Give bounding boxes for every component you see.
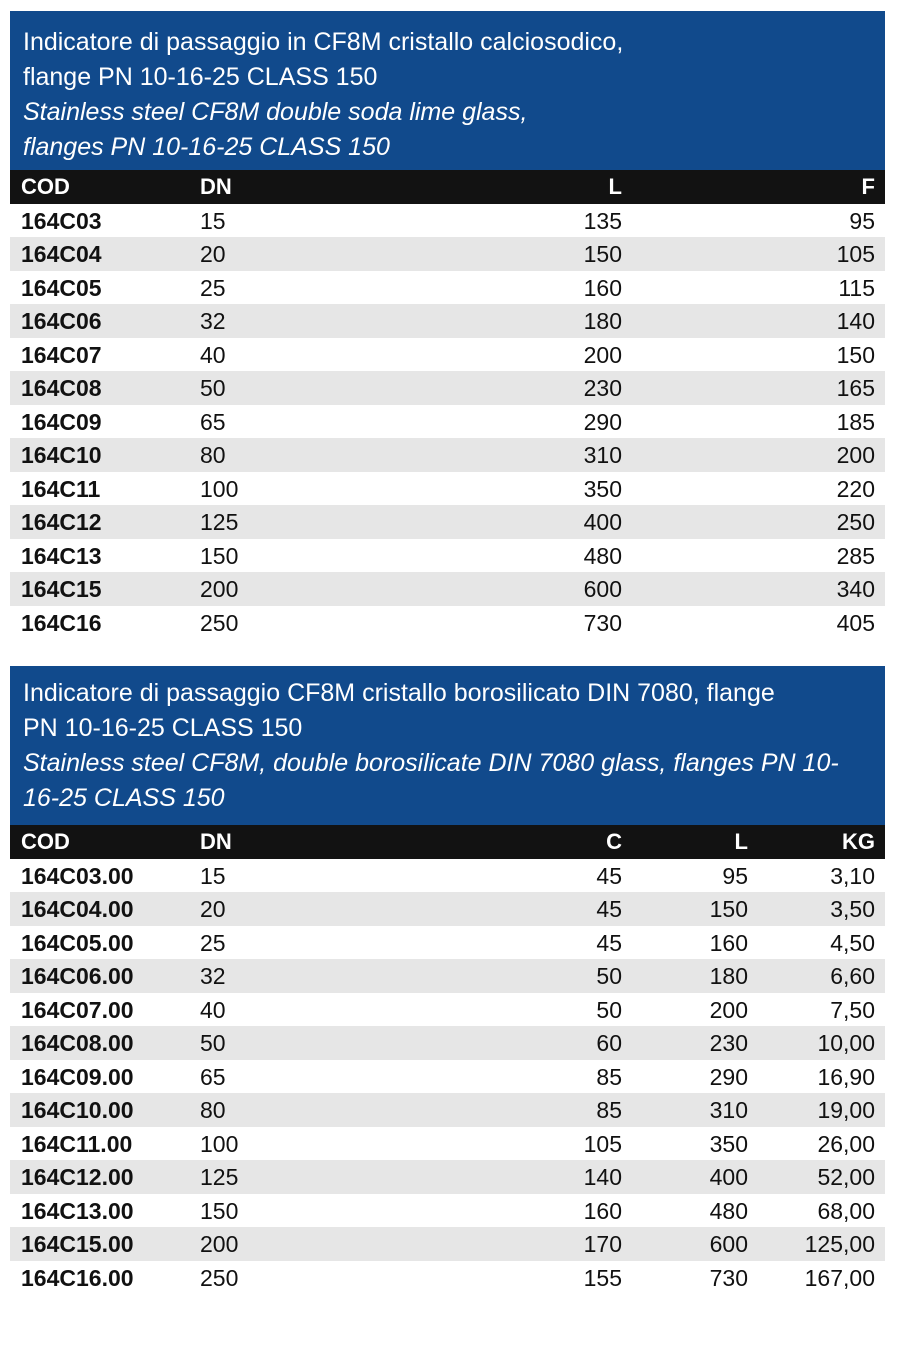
column-header-dn: DN: [200, 174, 232, 199]
cell-dn: 250: [200, 1264, 239, 1291]
cell-dn: 80: [200, 442, 226, 468]
cell-cod: 164C11.00: [21, 1130, 133, 1157]
cell-kg: 16,90: [817, 1063, 875, 1090]
table-row: [10, 572, 885, 606]
cell-l: 310: [583, 442, 622, 468]
cell-c: 50: [596, 963, 622, 989]
table-row: [10, 1093, 885, 1127]
cell-dn: 200: [200, 1231, 239, 1257]
cell-c: 45: [596, 929, 622, 956]
cell-dn: 125: [200, 1164, 239, 1190]
cell-dn: 100: [200, 475, 239, 502]
cell-cod: 164C06.00: [21, 963, 134, 989]
table-row: [10, 405, 885, 439]
table-body: [10, 859, 885, 1295]
cell-f: 250: [836, 509, 875, 535]
cell-l: 180: [709, 963, 748, 989]
cell-l: 350: [583, 475, 622, 502]
cell-f: 200: [836, 442, 875, 468]
cell-l: 290: [709, 1063, 748, 1090]
cell-l: 600: [583, 576, 622, 602]
table-title-banner: [10, 11, 885, 170]
table-row: [10, 472, 885, 506]
cell-f: 405: [836, 609, 875, 636]
cell-l: 150: [709, 896, 748, 922]
table-row: [10, 606, 885, 640]
cell-dn: 40: [200, 996, 226, 1023]
table-row: [10, 271, 885, 305]
table-row: [10, 959, 885, 993]
table-body: [10, 204, 885, 640]
cell-dn: 40: [200, 341, 226, 368]
cell-dn: 65: [200, 408, 226, 435]
cell-dn: 250: [200, 609, 239, 636]
cell-cod: 164C16: [21, 609, 102, 636]
title-italian-line-1: Indicatore di passaggio in CF8M cristallo calciosodico,: [23, 28, 624, 56]
cell-dn: 200: [200, 576, 239, 602]
cell-kg: 26,00: [817, 1130, 875, 1157]
cell-c: 160: [583, 1197, 622, 1224]
table-row: [10, 859, 885, 893]
cell-l: 135: [583, 207, 622, 234]
table-row: [10, 338, 885, 372]
cell-cod: 164C10.00: [21, 1097, 134, 1123]
cell-cod: 164C05.00: [21, 929, 134, 956]
cell-f: 140: [836, 308, 875, 334]
cell-cod: 164C11: [21, 475, 101, 502]
cell-kg: 125,00: [804, 1231, 875, 1257]
cell-dn: 150: [200, 1197, 239, 1224]
cell-dn: 50: [200, 375, 226, 401]
cell-l: 200: [709, 996, 748, 1023]
cell-dn: 32: [200, 308, 226, 334]
table-row: [10, 1127, 885, 1161]
cell-dn: 150: [200, 542, 239, 569]
cell-cod: 164C09.00: [21, 1063, 134, 1090]
cell-cod: 164C07.00: [21, 996, 134, 1023]
cell-c: 155: [583, 1264, 622, 1291]
table-row: [10, 204, 885, 238]
cell-l: 160: [709, 929, 748, 956]
table-row: [10, 1261, 885, 1295]
column-header-l: L: [608, 174, 622, 199]
table-row: [10, 993, 885, 1027]
cell-c: 170: [583, 1231, 622, 1257]
cell-cod: 164C07: [21, 341, 102, 368]
cell-dn: 125: [200, 509, 239, 535]
cell-cod: 164C10: [21, 442, 102, 468]
cell-c: 140: [583, 1164, 622, 1190]
table-row: [10, 1227, 885, 1261]
column-header-kg: KG: [842, 829, 875, 854]
cell-kg: 6,60: [830, 963, 875, 989]
cell-dn: 80: [200, 1097, 226, 1123]
cell-cod: 164C08: [21, 375, 102, 401]
cell-f: 185: [836, 408, 875, 435]
cell-cod: 164C04.00: [21, 896, 134, 922]
cell-f: 285: [836, 542, 875, 569]
cell-cod: 164C15.00: [21, 1231, 134, 1257]
table-row: [10, 1060, 885, 1094]
table-row: [10, 237, 885, 271]
cell-kg: 10,00: [817, 1030, 875, 1056]
cell-dn: 100: [200, 1130, 239, 1157]
table-header: [10, 825, 885, 859]
cell-cod: 164C08.00: [21, 1030, 134, 1056]
cell-l: 730: [583, 609, 622, 636]
cell-kg: 3,50: [830, 896, 875, 922]
cell-l: 290: [583, 408, 622, 435]
table-row: [10, 1194, 885, 1228]
table-row: [10, 539, 885, 573]
table-row: [10, 371, 885, 405]
cell-l: 350: [709, 1130, 748, 1157]
cell-dn: 25: [200, 929, 226, 956]
cell-l: 150: [583, 241, 622, 267]
cell-c: 60: [596, 1030, 622, 1056]
cell-cod: 164C03: [21, 207, 102, 234]
cell-cod: 164C12: [21, 509, 102, 535]
cell-l: 230: [583, 375, 622, 401]
cell-dn: 32: [200, 963, 226, 989]
table-soda-lime: [10, 11, 885, 639]
cell-l: 180: [583, 308, 622, 334]
cell-l: 400: [709, 1164, 748, 1190]
table-row: [10, 438, 885, 472]
cell-kg: 167,00: [804, 1264, 875, 1291]
cell-dn: 50: [200, 1030, 226, 1056]
cell-cod: 164C13: [21, 542, 102, 569]
cell-f: 340: [836, 576, 875, 602]
title-italian-line-2: flange PN 10-16-25 CLASS 150: [23, 63, 378, 91]
cell-kg: 19,00: [817, 1097, 875, 1123]
column-header-l: L: [734, 829, 748, 854]
cell-c: 85: [596, 1063, 622, 1090]
cell-l: 600: [709, 1231, 748, 1257]
cell-f: 95: [849, 207, 875, 234]
cell-c: 50: [596, 996, 622, 1023]
cell-f: 165: [836, 375, 875, 401]
cell-f: 115: [838, 274, 875, 301]
cell-cod: 164C13.00: [21, 1197, 134, 1224]
column-header-c: C: [606, 829, 622, 854]
title-english-line-2: 16-25 CLASS 150: [23, 784, 225, 812]
table-row: [10, 926, 885, 960]
cell-kg: 68,00: [817, 1197, 875, 1224]
cell-cod: 164C03.00: [21, 862, 134, 889]
cell-f: 150: [836, 341, 875, 368]
cell-dn: 15: [200, 207, 226, 234]
cell-dn: 15: [200, 862, 226, 889]
cell-l: 480: [709, 1197, 748, 1224]
cell-c: 45: [596, 896, 622, 922]
cell-l: 160: [583, 274, 622, 301]
cell-l: 310: [709, 1097, 748, 1123]
cell-cod: 164C05: [21, 274, 102, 301]
table-row: [10, 1160, 885, 1194]
cell-dn: 20: [200, 241, 226, 267]
cell-cod: 164C16.00: [21, 1264, 134, 1291]
cell-c: 105: [583, 1130, 622, 1157]
column-header-cod: COD: [21, 174, 70, 199]
cell-c: 45: [596, 862, 622, 889]
table-row: [10, 304, 885, 338]
cell-cod: 164C12.00: [21, 1164, 134, 1190]
table-borosilicate: [10, 666, 885, 1294]
cell-c: 85: [596, 1097, 622, 1123]
cell-l: 480: [583, 542, 622, 569]
title-english-line-1: Stainless steel CF8M double soda lime glass,: [23, 98, 528, 126]
cell-cod: 164C09: [21, 408, 102, 435]
table-title-banner: [10, 666, 885, 825]
column-header-dn: DN: [200, 829, 232, 854]
column-header-f: F: [861, 174, 875, 199]
cell-l: 200: [583, 341, 622, 368]
cell-dn: 25: [200, 274, 226, 301]
cell-l: 230: [709, 1030, 748, 1056]
table-row: [10, 505, 885, 539]
table-row: [10, 892, 885, 926]
cell-f: 220: [836, 475, 875, 502]
cell-dn: 65: [200, 1063, 226, 1090]
cell-l: 730: [709, 1264, 748, 1291]
cell-kg: 52,00: [817, 1164, 875, 1190]
cell-dn: 20: [200, 896, 226, 922]
cell-kg: 3,10: [830, 862, 875, 889]
column-header-cod: COD: [21, 829, 70, 854]
cell-l: 95: [722, 862, 748, 889]
cell-l: 400: [583, 509, 622, 535]
title-italian-line-2: PN 10-16-25 CLASS 150: [23, 714, 303, 742]
title-english-line-2: flanges PN 10-16-25 CLASS 150: [23, 133, 390, 161]
title-italian-line-1: Indicatore di passaggio CF8M cristallo borosilicato DIN 7080, flange: [23, 679, 775, 707]
cell-cod: 164C04: [21, 241, 102, 267]
table-header: [10, 170, 885, 204]
cell-cod: 164C06: [21, 308, 102, 334]
cell-kg: 7,50: [830, 996, 875, 1023]
cell-f: 105: [836, 241, 875, 267]
cell-cod: 164C15: [21, 576, 102, 602]
title-english-line-1: Stainless steel CF8M, double borosilicate DIN 7080 glass, flanges PN 10-: [23, 749, 839, 777]
cell-kg: 4,50: [830, 929, 875, 956]
table-row: [10, 1026, 885, 1060]
